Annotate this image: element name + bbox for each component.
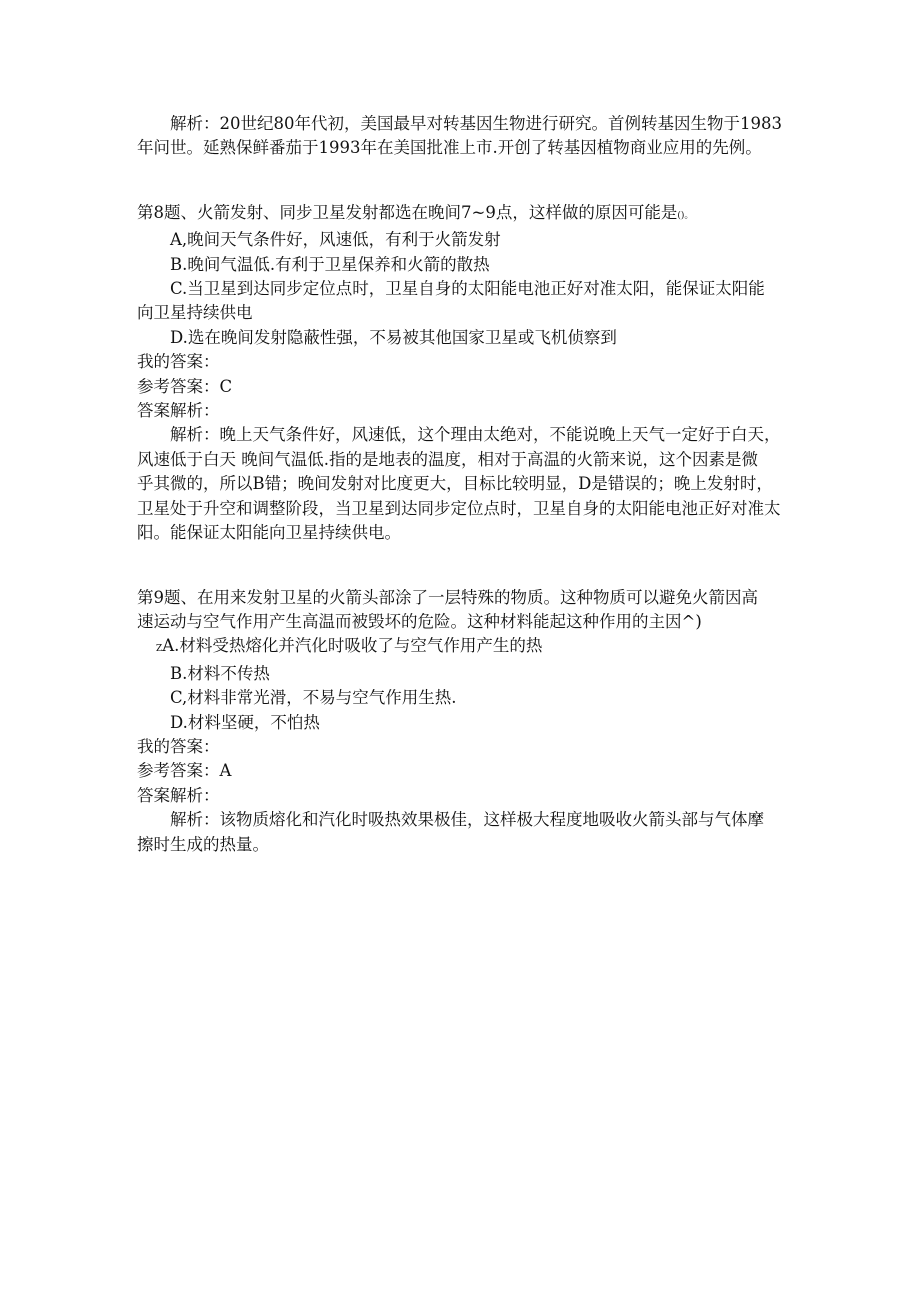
option-b: B.材料不传热 xyxy=(170,663,270,683)
option-c: C.当卫星到达同步定位点时，卫星自身的太阳能电池正好对准太阳，能保证太阳能 xyxy=(170,279,765,299)
question-text: 第9题、在用来发射卫星的火箭头部涂了一层特殊的物质。这种物质可以避免火箭因高 xyxy=(137,587,758,607)
option-d: D.选在晚间发射隐蔽性强，不易被其他国家卫星或飞机侦察到 xyxy=(170,327,617,347)
reference-answer: 参考答案：C xyxy=(137,376,233,396)
analysis-line: 解析：晚上天气条件好，风速低，这个理由太绝对，不能说晚上天气一定好于白天， xyxy=(170,425,781,445)
analysis-label: 答案解析： xyxy=(137,401,220,421)
my-answer-label: 我的答案： xyxy=(137,352,220,372)
option-c: C,材料非常光滑，不易与空气作用生热. xyxy=(170,688,457,708)
analysis-line: 卫星处于升空和调整阶段，当卫星到达同步定位点时，卫星自身的太阳能电池正好对准太 xyxy=(137,498,781,518)
analysis-line: 阳。能保证太阳能向卫星持续供电。 xyxy=(137,523,401,543)
document-page xyxy=(137,112,787,857)
my-answer-label: 我的答案： xyxy=(137,736,220,756)
analysis-line: 乎其微的，所以B错；晚间发射对比度更大，目标比较明显，D是错误的；晚上发射时， xyxy=(137,474,773,494)
explanation-line: 解析：20世纪80年代初，美国最早对转基因生物进行研究。首例转基因生物于1983 xyxy=(170,114,782,133)
option-a: ZA.材料受热熔化并汽化时吸收了与空气作用产生的热 xyxy=(156,636,543,656)
analysis-line: 风速低于白天 晚间气温低.指的是地表的温度，相对于高温的火箭来说，这个因素是微 xyxy=(137,449,758,469)
option-a-prefix: Z xyxy=(156,644,163,655)
question-8 xyxy=(137,201,787,546)
spacer xyxy=(137,546,787,586)
question-tail: ()。 xyxy=(677,210,694,221)
question-text: 第8题、火箭发射、同步卫星发射都选在晚间7~9点，这样做的原因可能是()。 xyxy=(137,202,694,222)
q7-explanation xyxy=(137,112,787,161)
option-c-continued: 向卫星持续供电 xyxy=(137,303,253,323)
question-text: 速运动与空气作用产生高温而被毁坏的危险。这种材料能起这种作用的主因^) xyxy=(137,611,702,631)
option-d: D.材料坚硬，不怕热 xyxy=(170,712,320,732)
analysis-label: 答案解析： xyxy=(137,785,220,805)
reference-answer: 参考答案：A xyxy=(137,761,232,781)
question-9 xyxy=(137,586,787,857)
option-a: A,晚间天气条件好，风速低，有利于火箭发射 xyxy=(170,230,501,250)
analysis-line: 擦时生成的热量。 xyxy=(137,834,269,854)
analysis-line: 解析：该物质熔化和汽化时吸热效果极佳，这样极大程度地吸收火箭头部与气体摩 xyxy=(170,810,764,830)
option-b: B.晚间气温低.有利于卫星保养和火箭的散热 xyxy=(170,254,490,274)
spacer xyxy=(137,161,787,201)
explanation-line: 年问世。延熟保鲜番茄于1993年在美国批准上市.开创了转基因植物商业应用的先例。 xyxy=(137,138,762,158)
